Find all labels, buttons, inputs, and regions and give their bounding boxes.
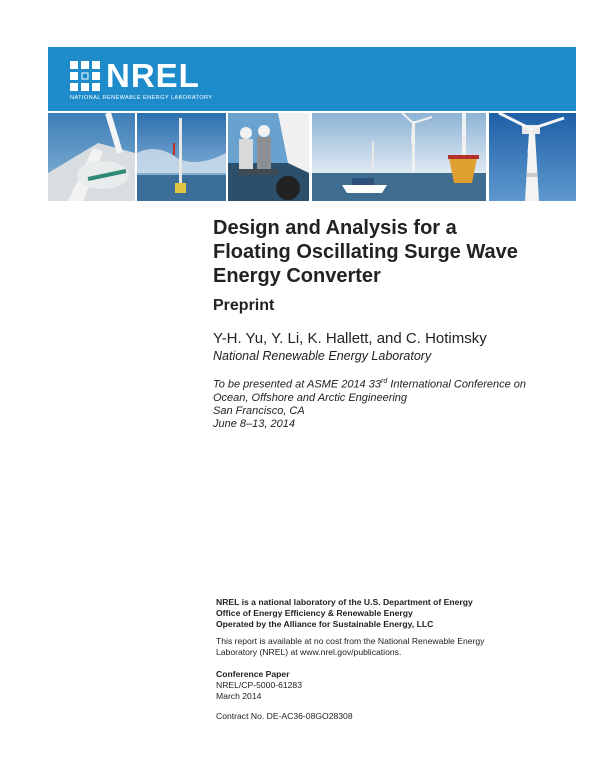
turbine-tower-photo (489, 113, 576, 201)
logo-wordmark: NREL (106, 57, 200, 94)
availability-line: Laboratory (NREL) at www.nrel.gov/publications. (216, 647, 402, 657)
authors: Y-H. Yu, Y. Li, K. Hallett, and C. Hotimsky (213, 330, 487, 347)
document-title (213, 216, 573, 288)
lab-statement-line: Office of Energy Efficiency & Renewable Energy (216, 608, 413, 618)
technicians-on-turbine-photo (228, 113, 309, 201)
conference-text: International Conference on (387, 378, 527, 391)
wind-turbine-nacelle-photo (48, 113, 135, 201)
conference-text: To be presented at ASME 2014 33 (213, 378, 381, 391)
report-number: NREL/CP-5000-61283 (216, 680, 302, 690)
report-footer (216, 597, 556, 722)
conference-info (213, 375, 526, 431)
contract-number: Contract No. DE-AC36-08GO28308 (216, 711, 353, 721)
report-date: March 2014 (216, 691, 262, 701)
conference-line (213, 375, 526, 392)
title-line: Floating Oscillating Surge Wave (213, 241, 518, 263)
logo-subtitle: NATIONAL RENEWABLE ENERGY LABORATORY (70, 95, 213, 101)
offshore-met-tower-photo (137, 113, 226, 201)
nrel-logo-mark-icon (70, 61, 100, 91)
document-subtitle: Preprint (213, 297, 275, 314)
lab-statement-line: NREL is a national laboratory of the U.S. Department of Energy (216, 597, 473, 607)
photo-strip (48, 113, 576, 201)
availability-line: This report is available at no cost from the National Renewable Energy (216, 636, 485, 646)
title-line: Design and Analysis for a (213, 217, 457, 239)
conference-location: San Francisco, CA (213, 404, 305, 417)
report-type: Conference Paper (216, 669, 290, 679)
title-line: Energy Converter (213, 265, 381, 287)
nrel-banner (48, 47, 576, 111)
conference-dates: June 8–13, 2014 (213, 417, 295, 430)
conference-line: Ocean, Offshore and Arctic Engineering (213, 391, 408, 404)
ordinal-suffix: rd (380, 378, 388, 385)
offshore-wind-farm-boat-photo (312, 113, 486, 201)
affiliation: National Renewable Energy Laboratory (213, 349, 432, 363)
lab-statement-line: Operated by the Alliance for Sustainable Energy, LLC (216, 619, 434, 629)
